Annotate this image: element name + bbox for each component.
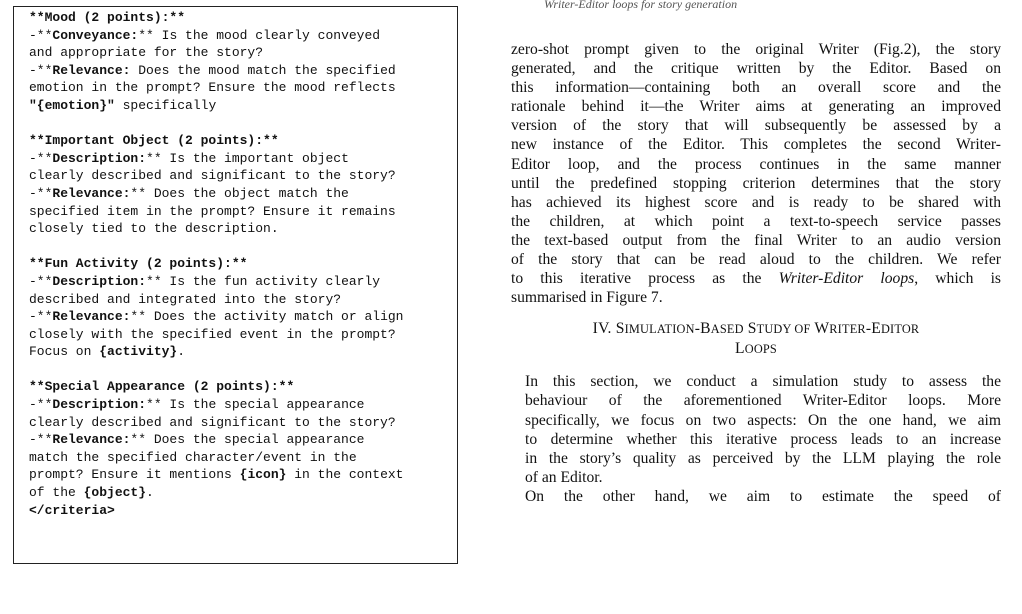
paragraph-line: specifically, we focus on two aspects: On the one hand, we aim — [525, 411, 1001, 429]
paragraph-line: zero-shot prompt given to the original Writer (Fig.2), the story — [511, 41, 1001, 58]
paragraph-line: generated, and the critique written by the Editor. Based on — [511, 60, 1001, 78]
appearance-description-prefix: -** — [29, 397, 53, 413]
appearance-description-text-2: clearly described and significant to the story? — [29, 414, 396, 430]
right-column — [511, 40, 1001, 506]
activity-heading: **Fun Activity (2 points):** — [29, 256, 248, 272]
mood-conveyance-label: Conveyance: — [52, 27, 139, 43]
mood-relevance-tail: specifically — [114, 97, 217, 113]
paragraph-simulation-study — [511, 372, 1001, 487]
running-header-text: Writer-Editor loops for story generation — [544, 0, 738, 11]
paragraph-line: to determine whether this iterative process leads to an increase — [525, 430, 1001, 448]
appearance-description-label: Description: — [52, 397, 147, 413]
object-description-text-2: clearly described and significant to the story? — [29, 168, 396, 184]
section-cap: B — [700, 320, 711, 338]
appearance-relevance-text-5: of the — [29, 485, 84, 501]
appearance-relevance-text-3: prompt? Ensure it mentions — [29, 467, 240, 483]
mood-conveyance-text-2: and appropriate for the story? — [29, 45, 264, 61]
section-heading — [511, 319, 1001, 359]
paragraph-line: summarised in Figure 7. — [511, 289, 663, 307]
section-dash: - — [694, 320, 701, 338]
object-relevance-text-2: specified item in the prompt? Ensure it remains — [29, 203, 396, 219]
appearance-relevance-var-1: {icon} — [239, 467, 287, 483]
activity-relevance-text-1: ** Does the activity match or align — [130, 309, 404, 325]
paragraph-speed — [511, 487, 1001, 506]
paragraph-line: new instance of the Editor. This completes the second Writer- — [511, 136, 1001, 154]
appearance-relevance-text-4: in the context — [286, 467, 404, 483]
object-description-prefix: -** — [29, 150, 53, 166]
appearance-relevance-tail: . — [146, 485, 154, 501]
appearance-relevance-text-2: match the specified character/event in the — [29, 449, 357, 465]
activity-relevance-text-2: closely with the specified event in the prompt? — [29, 326, 396, 342]
paragraph-line: in the story’s quality as perceived by the LLM playing the role — [525, 449, 1001, 467]
paragraph-line: version of the story that will subsequently be assessed by a — [511, 117, 1001, 135]
activity-description-text-2: described and integrated into the story? — [29, 291, 342, 307]
section-cap: W — [814, 320, 830, 338]
section-cap: S — [615, 320, 625, 338]
appearance-description-text-1: ** Is the special appearance — [146, 397, 365, 413]
paragraph-line: In this section, we conduct a simulation study to assess the — [525, 373, 1001, 391]
appearance-relevance-prefix: -** — [29, 432, 53, 448]
object-relevance-text-1: ** Does the object match the — [130, 185, 349, 201]
activity-relevance-var: {activity} — [99, 344, 178, 360]
section-smallcaps: ASED — [710, 322, 744, 337]
object-description-label: Description: — [52, 150, 147, 166]
activity-description-text-1: ** Is the fun activity clearly — [146, 273, 381, 289]
running-header — [544, 0, 1000, 12]
section-dash: - — [865, 320, 872, 338]
paragraph-line: behaviour of the aforementioned Writer-Editor loops. More — [525, 392, 1001, 410]
paragraph-line-emphasis — [511, 269, 1001, 288]
activity-relevance-label: Relevance: — [52, 309, 131, 325]
section-cap: L — [735, 340, 745, 358]
section-cap: S — [747, 320, 757, 338]
criteria-code-box — [13, 6, 458, 564]
section-smallcaps: TUDY OF — [756, 322, 811, 337]
paragraph-line: this information—containing both an overall score and the — [511, 79, 1001, 97]
appearance-relevance-label: Relevance: — [52, 432, 131, 448]
section-number: IV. — [592, 320, 612, 338]
paragraph-line: the text-based output from the final Writer to an audio version — [511, 231, 1001, 249]
mood-conveyance-prefix: -** — [29, 27, 53, 43]
paragraph-line: Editor loop, and the process continues in the same manner — [511, 155, 1001, 173]
section-smallcaps: IMULATION — [624, 322, 695, 337]
appearance-heading: **Special Appearance (2 points):** — [29, 379, 295, 395]
paragraph-line: of an Editor. — [525, 468, 603, 486]
paragraph-line: of the story that can be read aloud to the children. We refer — [511, 251, 1001, 269]
section-cap: E — [871, 320, 881, 338]
object-relevance-label: Relevance: — [52, 185, 131, 201]
activity-relevance-tail: . — [177, 344, 186, 360]
section-smallcaps: RITER — [829, 322, 866, 337]
mood-relevance-label: Relevance: — [52, 62, 131, 78]
loops-suffix: , which is — [914, 270, 1001, 288]
loops-term: Writer-Editor loops — [778, 270, 915, 288]
mood-heading: **Mood (2 points):** — [29, 10, 186, 25]
paragraph-line: until the predefined stopping criterion determines that the story — [511, 174, 1001, 192]
mood-relevance-var: "{emotion}" — [29, 97, 115, 113]
paragraph-line: has achieved its highest score and is ready to be shared with — [511, 193, 1001, 211]
object-heading: **Important Object (2 points):** — [29, 133, 279, 149]
criteria-closing-tag: </criteria> — [29, 502, 115, 518]
paragraph-line: the children, at which point a text-to-speech service passes — [511, 212, 1001, 230]
paragraph-line: rationale behind it—the Writer aims at generating an improved — [511, 98, 1001, 116]
mood-relevance-prefix: -** — [29, 62, 53, 78]
appearance-relevance-text-1: ** Does the special appearance — [130, 432, 365, 448]
activity-relevance-prefix: -** — [29, 309, 53, 325]
mood-relevance-text-1: Does the mood match the specified — [130, 62, 396, 78]
paragraph-line: On the other hand, we aim to estimate the speed of — [525, 487, 1001, 505]
activity-relevance-text-3: Focus on — [29, 344, 100, 360]
mood-conveyance-text-1: ** Is the mood clearly conveyed — [138, 27, 381, 43]
object-relevance-text-3: closely tied to the description. — [29, 221, 279, 237]
activity-description-prefix: -** — [29, 273, 53, 289]
section-smallcaps: OOPS — [744, 342, 777, 357]
appearance-relevance-var-2: {object} — [83, 485, 147, 501]
object-relevance-prefix: -** — [29, 185, 53, 201]
object-description-text-1: ** Is the important object — [146, 150, 349, 166]
mood-relevance-text-2: emotion in the prompt? Ensure the mood reflects — [29, 80, 396, 96]
section-smallcaps: DITOR — [880, 322, 920, 337]
paragraph-writer-editor-loop — [511, 40, 1001, 307]
loops-prefix: to this iterative process as the — [511, 270, 779, 288]
activity-description-label: Description: — [52, 273, 147, 289]
